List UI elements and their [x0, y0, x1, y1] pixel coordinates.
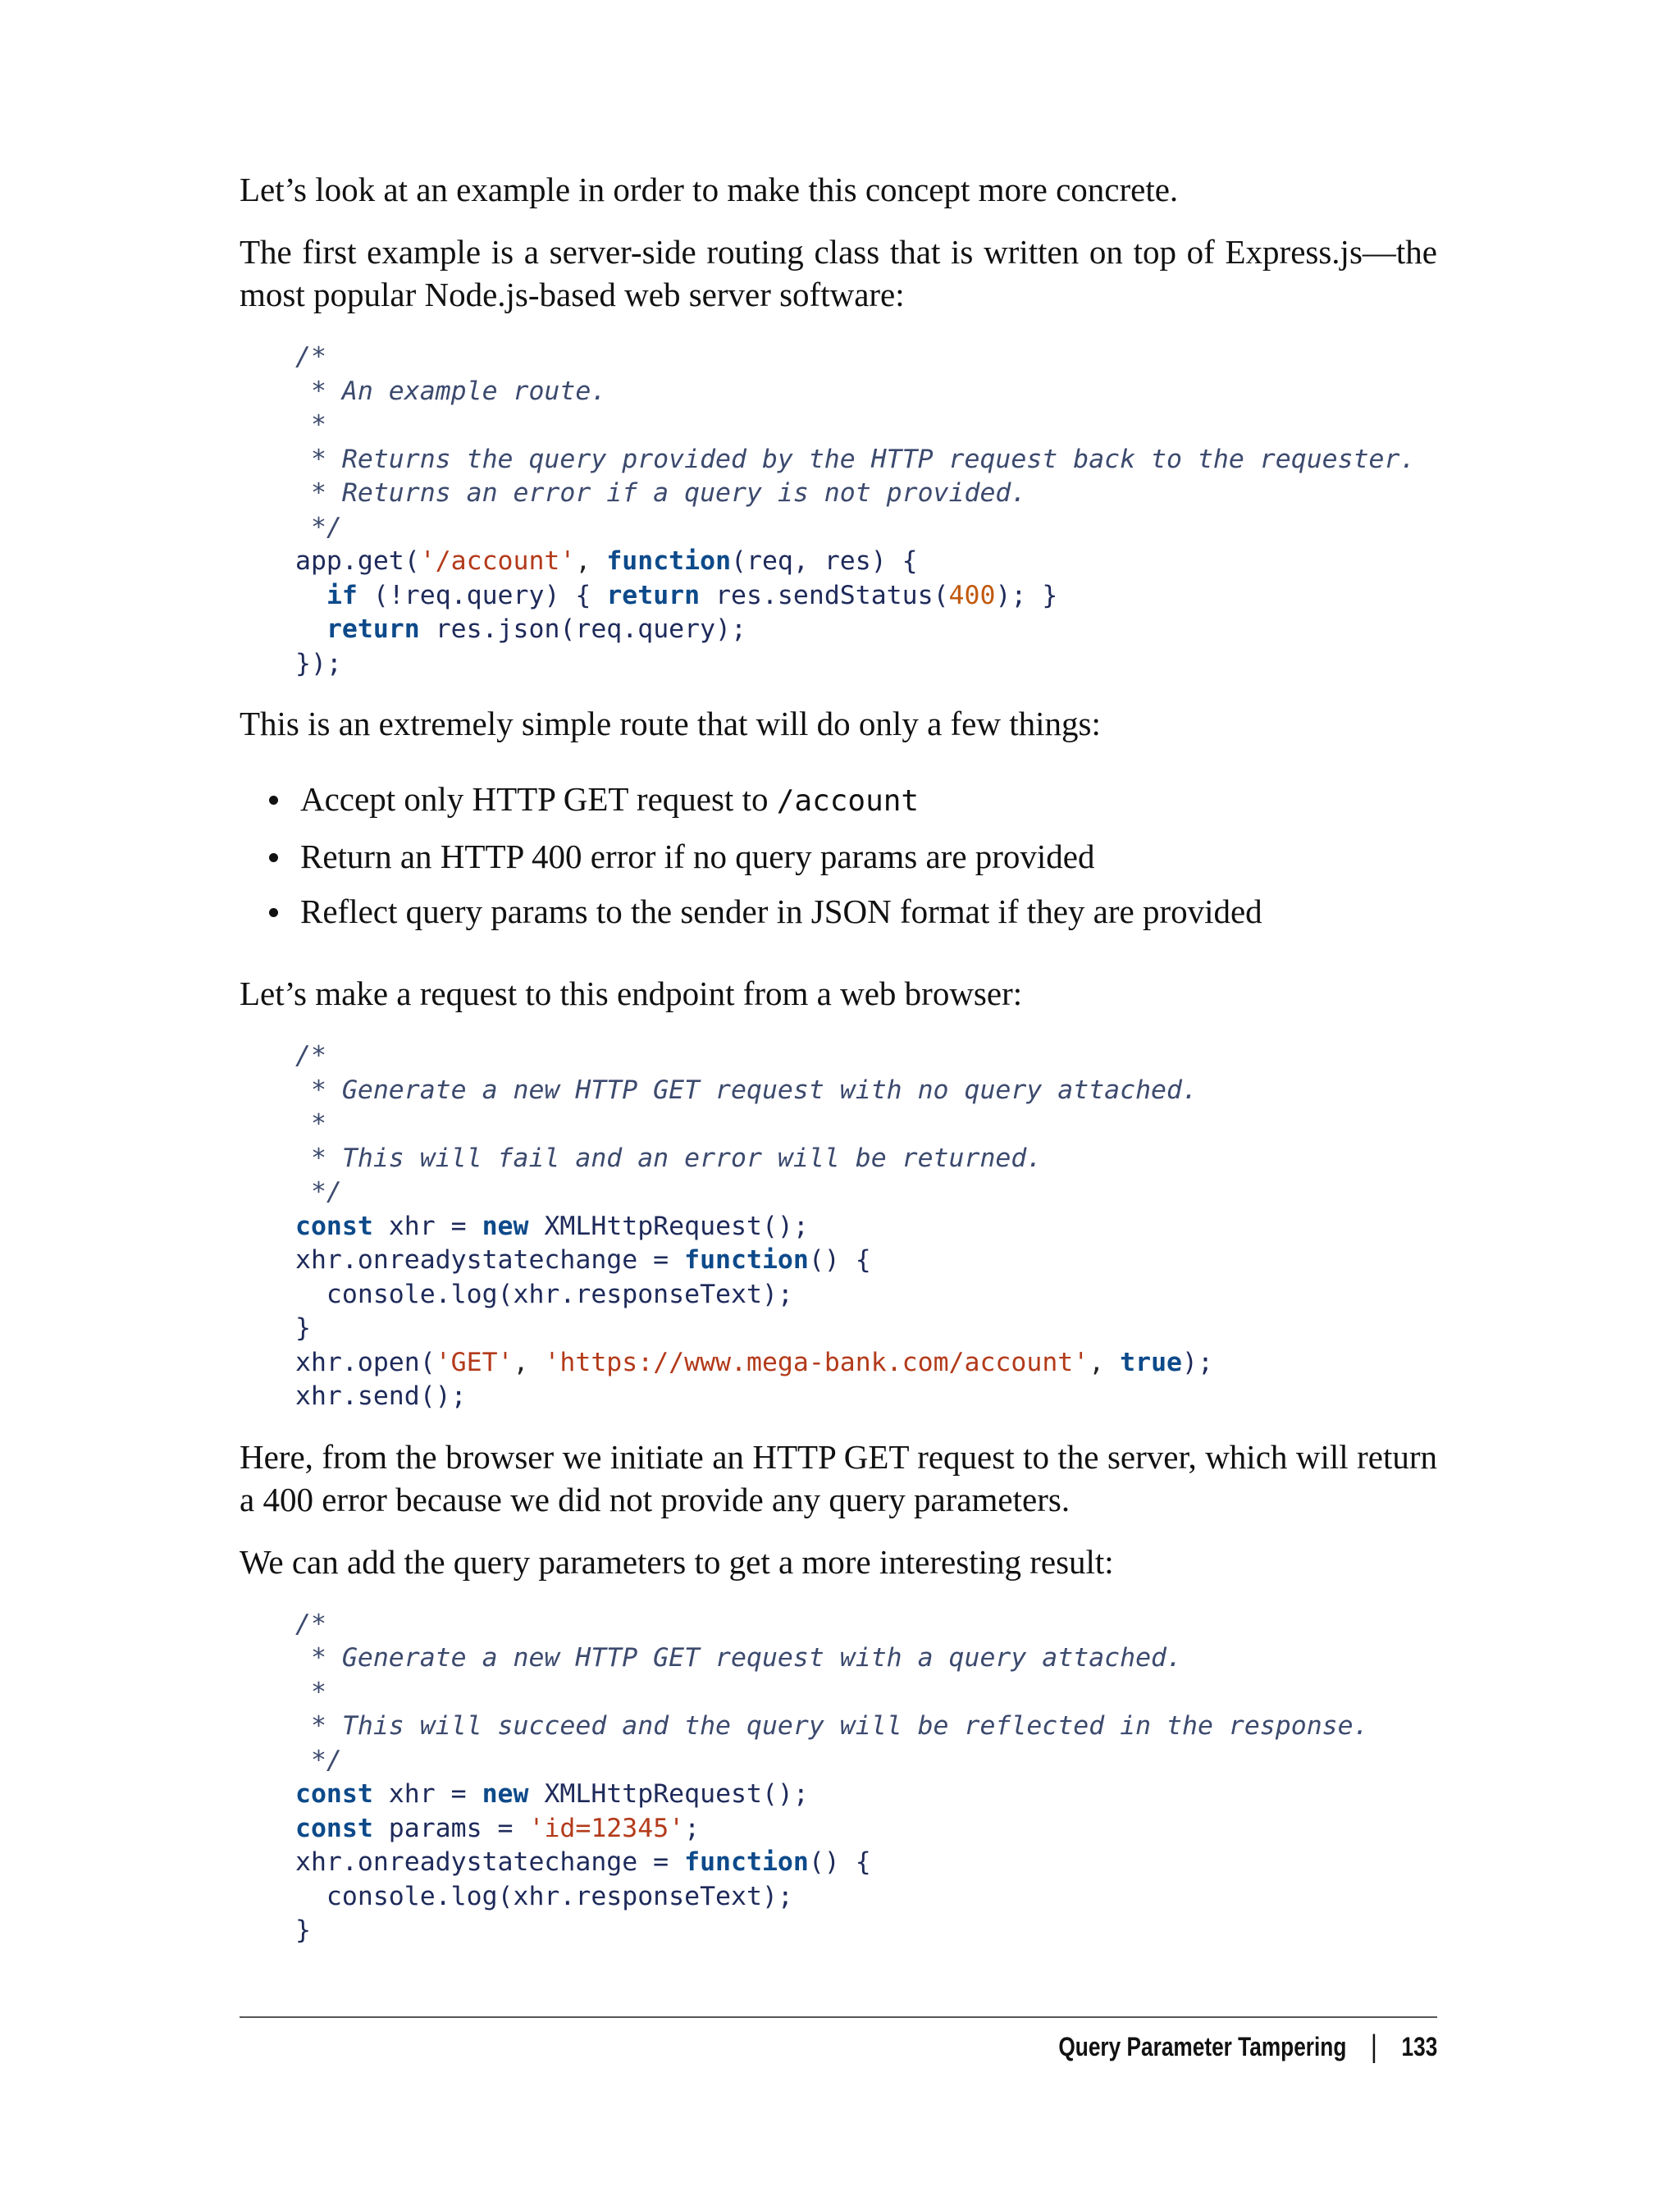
- code-comment: * This will succeed and the query will be reflected in the response.: [295, 1711, 1369, 1741]
- code-comment: * An example route.: [295, 376, 607, 406]
- code-block-express-route: [295, 340, 1437, 681]
- code-text: xhr =: [372, 1211, 482, 1241]
- code-string: 'id=12345': [528, 1813, 685, 1843]
- code-block-no-query: [295, 1039, 1437, 1414]
- code-keyword: function: [606, 546, 732, 576]
- footer-separator: |: [1370, 2029, 1377, 2064]
- code-text: ,: [513, 1347, 545, 1377]
- code-keyword: return: [606, 580, 701, 610]
- paragraph-express-example: The first example is a server-side routing class that is written on top of Express.js—the most popular Node.js-based web server software:: [240, 233, 1437, 313]
- code-keyword: function: [684, 1245, 809, 1275]
- code-keyword: if: [326, 580, 358, 610]
- code-text: }: [295, 1915, 311, 1945]
- code-keyword: function: [684, 1847, 809, 1877]
- code-comment: * Generate a new HTTP GET request with no query attached.: [295, 1075, 1198, 1105]
- code-string: 'GET': [435, 1347, 514, 1377]
- code-number: 400: [948, 580, 996, 610]
- code-indent: [295, 581, 326, 610]
- code-keyword: const: [295, 1779, 373, 1809]
- code-string: '/account': [419, 546, 576, 576]
- code-keyword: const: [295, 1211, 373, 1241]
- list-item-text: Accept only HTTP GET request to: [300, 780, 777, 818]
- code-text: ;: [684, 1813, 701, 1843]
- code-comment: *: [295, 410, 326, 440]
- code-text: (req, res) {: [731, 546, 918, 576]
- code-text: ,: [575, 546, 607, 576]
- page-content: [240, 168, 1437, 1970]
- bullet-list: [269, 778, 1437, 933]
- list-item: [269, 890, 1437, 933]
- code-block-with-query: [295, 1608, 1437, 1948]
- paragraph-browser-request: Let’s make a request to this endpoint from a web browser:: [240, 975, 1023, 1012]
- code-text: xhr =: [372, 1779, 482, 1809]
- code-text: xhr.onreadystatechange =: [295, 1245, 685, 1275]
- paragraph-add-query: We can add the query parameters to get a more interesting result:: [240, 1542, 1114, 1581]
- code-text: res.sendStatus(: [700, 580, 949, 610]
- inline-code: /account: [776, 784, 920, 818]
- code-text: }: [295, 1313, 311, 1343]
- code-comment: /*: [295, 342, 326, 372]
- code-text: (!req.query) {: [357, 580, 607, 610]
- paragraph-browser-explanation: Here, from the browser we initiate an HTTP GET request to the server, which will return a 400 error because we did not provide any query parameters.: [240, 1437, 1437, 1518]
- bullet-icon: [269, 853, 278, 862]
- code-text: xhr.open(: [295, 1347, 436, 1377]
- code-comment: *: [295, 1677, 326, 1707]
- code-text: console.log(xhr.responseText);: [295, 1881, 793, 1911]
- code-text: console.log(xhr.responseText);: [295, 1279, 793, 1309]
- code-text: );: [1182, 1347, 1213, 1377]
- paragraph-route-summary: This is an extremely simple route that will do only a few things:: [240, 705, 1101, 742]
- list-item-text: Return an HTTP 400 error if no query params are provided: [300, 838, 1095, 875]
- page-number: 133: [1401, 2031, 1437, 2061]
- code-text: xhr.send();: [295, 1381, 467, 1411]
- code-comment: /*: [295, 1609, 326, 1639]
- footer-section-title: Query Parameter Tampering: [1058, 2031, 1347, 2061]
- code-text: xhr.onreadystatechange =: [295, 1847, 685, 1877]
- code-text: params =: [372, 1813, 529, 1843]
- code-indent: [295, 614, 326, 644]
- code-text: XMLHttpRequest();: [528, 1779, 809, 1809]
- code-comment: * Returns the query provided by the HTTP request back to the requester.: [295, 444, 1416, 474]
- list-item: [269, 778, 1437, 823]
- code-text: });: [295, 648, 342, 678]
- code-text: app.get(: [295, 546, 420, 576]
- code-comment: /*: [295, 1041, 326, 1071]
- paragraph-intro: Let’s look at an example in order to make this concept more concrete.: [240, 171, 1179, 208]
- code-keyword: new: [482, 1211, 529, 1241]
- code-comment: * Returns an error if a query is not provided.: [295, 478, 1027, 508]
- code-comment: */: [295, 1745, 342, 1775]
- page-footer: [1058, 2026, 1437, 2067]
- code-text: () {: [808, 1245, 871, 1275]
- code-comment: *: [295, 1109, 326, 1139]
- code-comment: * This will fail and an error will be returned.: [295, 1143, 1043, 1173]
- code-text: ,: [1089, 1347, 1121, 1377]
- code-keyword: return: [326, 614, 420, 644]
- code-comment: */: [295, 512, 342, 542]
- bullet-icon: [269, 796, 278, 805]
- code-text: () {: [808, 1847, 871, 1877]
- code-text: XMLHttpRequest();: [528, 1211, 809, 1241]
- bullet-icon: [269, 908, 278, 917]
- footer-divider: [240, 2016, 1437, 2018]
- list-item: [269, 835, 1437, 878]
- code-keyword: new: [482, 1779, 529, 1809]
- list-item-text: Reflect query params to the sender in JSON format if they are provided: [300, 892, 1262, 930]
- code-comment: */: [295, 1177, 342, 1207]
- code-keyword: true: [1120, 1347, 1183, 1377]
- code-string: 'https://www.mega-bank.com/account': [544, 1347, 1089, 1377]
- code-text: res.json(req.query);: [419, 614, 746, 644]
- code-keyword: const: [295, 1813, 373, 1843]
- code-comment: * Generate a new HTTP GET request with a query attached.: [295, 1643, 1182, 1673]
- code-text: ); }: [995, 580, 1058, 610]
